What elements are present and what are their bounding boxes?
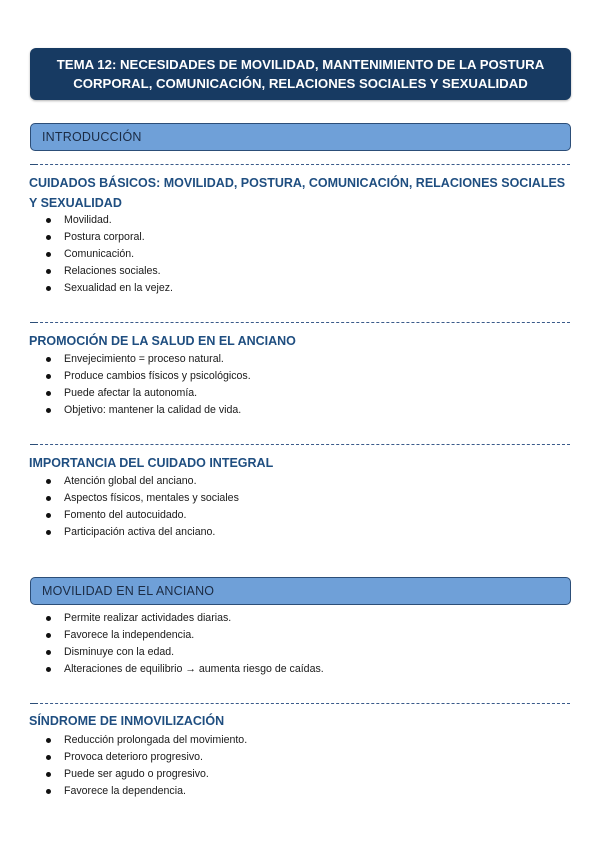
list-item: Sexualidad en la vejez. <box>30 280 173 297</box>
list-item: Movilidad. <box>30 212 173 229</box>
list-item: Puede ser agudo o progresivo. <box>30 766 247 783</box>
list-item: Puede afectar la autonomía. <box>30 385 251 402</box>
list-item: Fomento del autocuidado. <box>30 507 239 524</box>
heading-sindrome-inmovilizacion: SÍNDROME DE INMOVILIZACIÓN <box>29 714 225 728</box>
list-item: Disminuye con la edad. <box>30 644 324 661</box>
heading-cuidados-basicos: CUIDADOS BÁSICOS: MOVILIDAD, POSTURA, COMUNICACIÓN, RELACIONES SOCIALES Y SEXUALIDAD <box>29 176 566 210</box>
heading-promocion-salud: PROMOCIÓN DE LA SALUD EN EL ANCIANO <box>29 334 296 348</box>
list-cuidados-basicos <box>30 212 173 297</box>
list-item: Relaciones sociales. <box>30 263 173 280</box>
list-item: Reducción prolongada del movimiento. <box>30 732 247 749</box>
list-item: Favorece la independencia. <box>30 627 324 644</box>
list-item: Postura corporal. <box>30 229 173 246</box>
list-item: Aspectos físicos, mentales y sociales <box>30 490 239 507</box>
list-item: Permite realizar actividades diarias. <box>30 610 324 627</box>
divider-rule <box>30 322 570 323</box>
title-line-1: TEMA 12: NECESIDADES DE MOVILIDAD, MANTENIMIENTO DE LA POSTURA <box>56 57 545 72</box>
heading-importancia-cuidado: IMPORTANCIA DEL CUIDADO INTEGRAL <box>29 456 274 470</box>
list-promocion-salud <box>30 351 251 419</box>
divider-rule <box>30 444 570 445</box>
list-item: Produce cambios físicos y psicológicos. <box>30 368 251 385</box>
title-line-2: CORPORAL, COMUNICACIÓN, RELACIONES SOCIALES Y SEXUALIDAD <box>73 76 528 91</box>
list-item: Provoca deterioro progresivo. <box>30 749 247 766</box>
section-bar-movilidad: MOVILIDAD EN EL ANCIANO <box>30 577 571 605</box>
list-sindrome-inmovilizacion <box>30 732 247 800</box>
list-item: Comunicación. <box>30 246 173 263</box>
list-importancia-cuidado <box>30 473 239 541</box>
document-title <box>30 48 571 100</box>
list-item: Atención global del anciano. <box>30 473 239 490</box>
list-item: Favorece la dependencia. <box>30 783 247 800</box>
list-item: Objetivo: mantener la calidad de vida. <box>30 402 251 419</box>
list-item: Participación activa del anciano. <box>30 524 239 541</box>
section-bar-introduccion: INTRODUCCIÓN <box>30 123 571 151</box>
list-movilidad <box>30 610 324 678</box>
list-item: Alteraciones de equilibrio → aumenta riesgo de caídas. <box>30 661 324 678</box>
list-item: Envejecimiento = proceso natural. <box>30 351 251 368</box>
divider-rule <box>30 703 570 704</box>
divider-rule <box>30 164 570 165</box>
